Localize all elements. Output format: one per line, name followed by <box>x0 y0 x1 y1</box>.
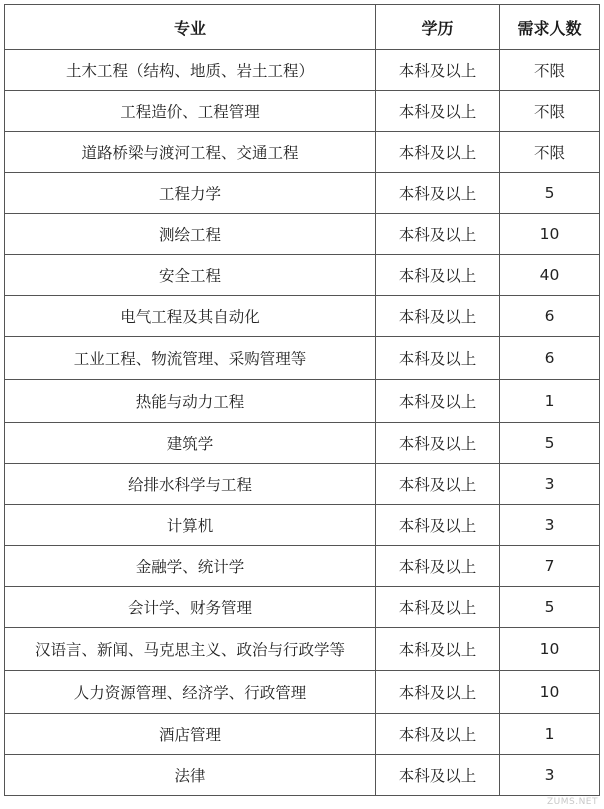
count-cell: 1 <box>500 380 600 423</box>
education-cell: 本科及以上 <box>376 337 500 380</box>
education-cell: 本科及以上 <box>376 255 500 296</box>
table-row <box>5 714 600 755</box>
major-cell: 土木工程（结构、地质、岩土工程） <box>5 50 376 91</box>
education-cell: 本科及以上 <box>376 214 500 255</box>
count-cell: 5 <box>500 173 600 214</box>
table-row <box>5 173 600 214</box>
count-cell: 不限 <box>500 91 600 132</box>
header-major: 专业 <box>5 5 376 50</box>
education-cell: 本科及以上 <box>376 587 500 628</box>
table-row <box>5 337 600 380</box>
major-cell: 建筑学 <box>5 423 376 464</box>
count-cell: 6 <box>500 296 600 337</box>
major-cell: 会计学、财务管理 <box>5 587 376 628</box>
major-cell: 法律 <box>5 755 376 796</box>
education-cell: 本科及以上 <box>376 464 500 505</box>
education-cell: 本科及以上 <box>376 50 500 91</box>
table-row <box>5 671 600 714</box>
education-cell: 本科及以上 <box>376 296 500 337</box>
count-cell: 3 <box>500 464 600 505</box>
table-row <box>5 255 600 296</box>
count-cell: 7 <box>500 546 600 587</box>
table-row <box>5 132 600 173</box>
count-cell: 3 <box>500 755 600 796</box>
table-row <box>5 628 600 671</box>
recruitment-table <box>4 4 600 796</box>
count-cell: 10 <box>500 628 600 671</box>
major-cell: 工业工程、物流管理、采购管理等 <box>5 337 376 380</box>
education-cell: 本科及以上 <box>376 755 500 796</box>
count-cell: 5 <box>500 587 600 628</box>
count-cell: 6 <box>500 337 600 380</box>
major-cell: 电气工程及其自动化 <box>5 296 376 337</box>
education-cell: 本科及以上 <box>376 546 500 587</box>
table-row <box>5 546 600 587</box>
education-cell: 本科及以上 <box>376 505 500 546</box>
table-header-row <box>5 5 600 50</box>
major-cell: 工程造价、工程管理 <box>5 91 376 132</box>
major-cell: 酒店管理 <box>5 714 376 755</box>
count-cell: 不限 <box>500 50 600 91</box>
education-cell: 本科及以上 <box>376 628 500 671</box>
table-row <box>5 587 600 628</box>
recruitment-table-container <box>4 4 599 796</box>
education-cell: 本科及以上 <box>376 671 500 714</box>
major-cell: 工程力学 <box>5 173 376 214</box>
table-row <box>5 214 600 255</box>
education-cell: 本科及以上 <box>376 423 500 464</box>
table-row <box>5 755 600 796</box>
education-cell: 本科及以上 <box>376 380 500 423</box>
count-cell: 10 <box>500 671 600 714</box>
education-cell: 本科及以上 <box>376 132 500 173</box>
major-cell: 汉语言、新闻、马克思主义、政治与行政学等 <box>5 628 376 671</box>
count-cell: 5 <box>500 423 600 464</box>
major-cell: 金融学、统计学 <box>5 546 376 587</box>
header-count: 需求人数 <box>500 5 600 50</box>
table-row <box>5 91 600 132</box>
table-row <box>5 423 600 464</box>
education-cell: 本科及以上 <box>376 91 500 132</box>
watermark-text: ZUMS.NET <box>546 797 598 807</box>
education-cell: 本科及以上 <box>376 714 500 755</box>
count-cell: 1 <box>500 714 600 755</box>
count-cell: 40 <box>500 255 600 296</box>
table-row <box>5 296 600 337</box>
major-cell: 热能与动力工程 <box>5 380 376 423</box>
major-cell: 给排水科学与工程 <box>5 464 376 505</box>
table-row <box>5 380 600 423</box>
major-cell: 道路桥梁与渡河工程、交通工程 <box>5 132 376 173</box>
major-cell: 安全工程 <box>5 255 376 296</box>
major-cell: 人力资源管理、经济学、行政管理 <box>5 671 376 714</box>
header-education: 学历 <box>376 5 500 50</box>
count-cell: 10 <box>500 214 600 255</box>
count-cell: 不限 <box>500 132 600 173</box>
table-row <box>5 50 600 91</box>
table-row <box>5 505 600 546</box>
major-cell: 计算机 <box>5 505 376 546</box>
count-cell: 3 <box>500 505 600 546</box>
table-row <box>5 464 600 505</box>
major-cell: 测绘工程 <box>5 214 376 255</box>
education-cell: 本科及以上 <box>376 173 500 214</box>
